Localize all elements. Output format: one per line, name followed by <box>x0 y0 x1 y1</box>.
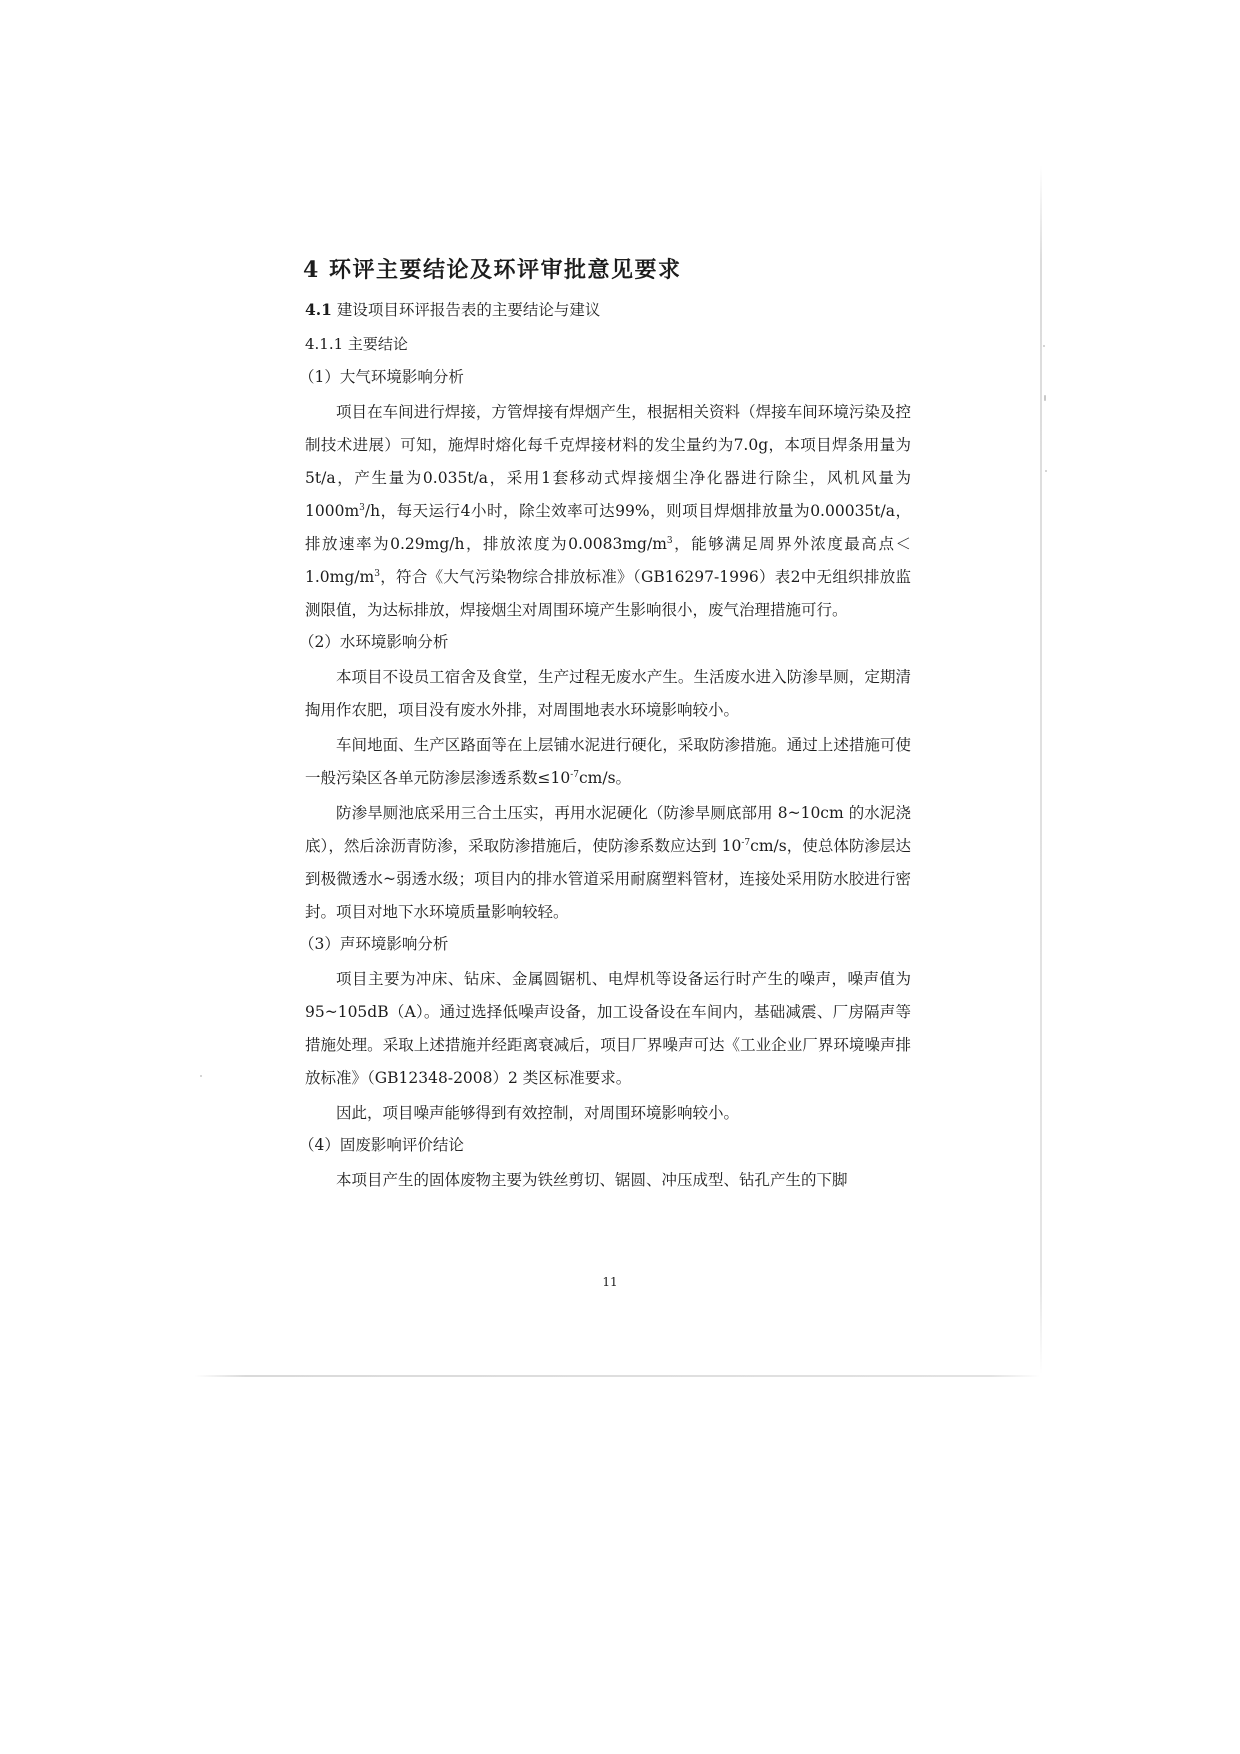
page-number-text: 11 <box>602 1275 618 1289</box>
analysis-heading-air: （1）大气环境影响分析 <box>299 368 464 386</box>
document-body <box>299 255 911 1199</box>
page-number <box>0 1275 1240 1289</box>
scan-edge-bottom <box>195 1375 1040 1377</box>
section-number: 4.1 <box>305 300 332 319</box>
section-heading <box>305 297 911 323</box>
subsection-heading: 4.1.1 主要结论 <box>305 335 408 353</box>
analysis-heading-solid-waste: （4）固废影响评价结论 <box>299 1136 464 1154</box>
scan-speck <box>1044 395 1046 401</box>
analysis-heading-noise: （3）声环境影响分析 <box>299 935 449 953</box>
scan-speck <box>200 1075 202 1077</box>
paragraph-water-2: 车间地面、生产区路面等在上层铺水泥进行硬化，采取防渗措施。通过上述措施可使一般污染区各单元防渗层渗透系数$\le 10^{-7}cm/s$。 <box>305 736 911 787</box>
analysis-heading-water: （2）水环境影响分析 <box>299 633 449 651</box>
scan-edge-right <box>1040 165 1042 1375</box>
chapter-title: 4 环评主要结论及环评审批意见要求 <box>303 257 682 283</box>
scan-speck <box>1043 345 1045 347</box>
paragraph-water-1: 本项目不设员工宿舍及食堂，生产过程无废水产生。生活废水进入防渗旱厕，定期清掏用作农肥，项目没有废水外排，对周围地表水环境影响较小。 <box>305 668 911 719</box>
scan-speck <box>1045 470 1047 472</box>
paragraph-noise-2: 因此，项目噪声能够得到有效控制，对周围环境影响较小。 <box>336 1104 740 1122</box>
paragraph-solid-waste: 本项目产生的固体废物主要为铁丝剪切、锯圆、冲压成型、钻孔产生的下脚 <box>336 1171 848 1189</box>
paragraph-water-3: 防渗旱厕池底采用三合土压实，再用水泥硬化（防渗旱厕底部用 8~10cm 的水泥浇底），然后涂沥青防渗，采取防渗措施后，使防渗系数应达到 $10^{-7}cm/s$，使总体防渗层达到极微透水~弱透水级；项目内的排水管道采用耐腐塑料管材，连接处采用防水胶进行密封。项目对地下水环境质量影响较轻。 <box>305 804 911 921</box>
section-title: 建设项目环评报告表的主要结论与建议 <box>331 301 601 319</box>
paragraph-air: 项目在车间进行焊接，方管焊接有焊烟产生，根据相关资料（焊接车间环境污染及控制技术进展）可知，施焊时熔化每千克焊接材料的发尘量约为7.0g，本项目焊条用量为5t/a，产生量为0.035t/a，采用1套移动式焊接烟尘净化器进行除尘，风机风量为$1000m^3/h$，每天运行4小时，除尘效率可达99%，则项目焊烟排放量为0.00035t/a，排放速率为0.29mg/h，排放浓度为$0.0083mg/m^3$，能够满足周界外浓度最高点$<1.0mg/m^3$，符合《大气污染物综合排放标准》（GB16297-1996）表2中无组织排放监测限值，为达标排放，焊接烟尘对周围环境产生影响很小，废气治理措施可行。 <box>305 403 911 619</box>
paragraph-noise-1: 项目主要为冲床、钻床、金属圆锯机、电焊机等设备运行时产生的噪声，噪声值为 95~105dB（A）。通过选择低噪声设备，加工设备设在车间内，基础减震、厂房隔声等措施处理。采取上述措施并经距离衰减后，项目厂界噪声可达《工业企业厂界环境噪声排放标准》（GB12348-2008）2 类区标准要求。 <box>305 970 911 1087</box>
